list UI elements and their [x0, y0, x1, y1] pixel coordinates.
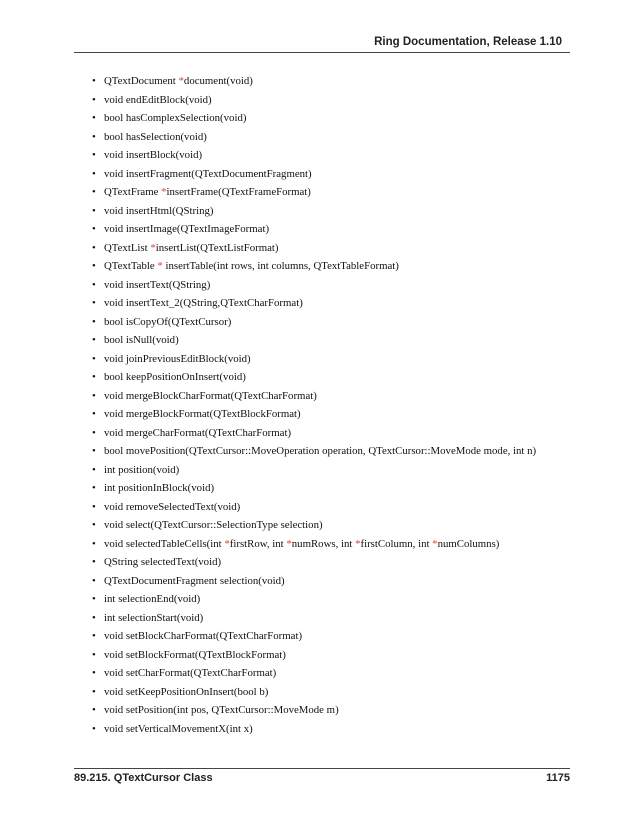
list-item — [92, 239, 562, 258]
pointer-star: * — [157, 260, 163, 272]
bullet-icon: • — [92, 278, 96, 291]
method-signature-text: void setCharFormat(QTextCharFormat) — [104, 667, 277, 679]
bullet-icon: • — [92, 352, 96, 365]
bullet-icon: • — [92, 112, 96, 124]
method-signature-text: void setBlockCharFormat(QTextCharFormat) — [104, 630, 303, 642]
bullet-icon: • — [92, 667, 96, 679]
list-item — [92, 331, 562, 350]
method-signature-text: void setPosition(int pos, QTextCursor::MoveMode m) — [104, 704, 339, 716]
bullet-icon: • — [92, 500, 96, 513]
bullet-icon: • — [92, 223, 96, 235]
bullet-icon: • — [92, 75, 96, 87]
method-list — [92, 72, 562, 738]
method-signature-text: numRows, int — [291, 537, 356, 550]
list-item — [92, 294, 562, 313]
list-item — [92, 720, 562, 739]
method-signature-text: insertList(QTextListFormat) — [155, 241, 279, 254]
method-signature-text: int position(void) — [104, 463, 180, 476]
bullet-icon: • — [92, 519, 96, 531]
bullet-icon: • — [92, 445, 96, 457]
method-signature-text: void removeSelectedText(void) — [104, 500, 241, 513]
bullet-icon: • — [92, 648, 96, 661]
list-item — [92, 202, 562, 221]
list-item — [92, 183, 562, 202]
method-signature-text: bool isCopyOf(QTextCursor) — [104, 315, 232, 328]
page-number: 1175 — [546, 772, 570, 784]
list-item — [92, 498, 562, 517]
method-signature-text: void setVerticalMovementX(int x) — [104, 722, 253, 735]
method-signature-text: QTextList — [104, 241, 151, 254]
bullet-icon: • — [92, 408, 96, 420]
bullet-icon: • — [92, 574, 96, 587]
list-item — [92, 165, 562, 184]
bullet-icon: • — [92, 334, 96, 346]
method-signature-text: void endEditBlock(void) — [104, 93, 212, 106]
method-signature-text: QString selectedText(void) — [104, 556, 222, 568]
list-item — [92, 387, 562, 406]
method-signature-text: QTextFrame — [104, 186, 162, 198]
pointer-star: * — [161, 186, 167, 198]
method-signature-text: bool keepPositionOnInsert(void) — [104, 371, 246, 383]
pointer-star: * — [432, 537, 438, 550]
footer-rule — [74, 768, 570, 769]
bullet-icon: • — [92, 611, 96, 624]
method-signature-text: void mergeCharFormat(QTextCharFormat) — [104, 426, 292, 439]
method-signature-text: firstColumn, int — [360, 537, 433, 550]
method-signature-text: firstRow, int — [229, 537, 287, 550]
list-item — [92, 313, 562, 332]
method-signature-text: void mergeBlockCharFormat(QTextCharFormat) — [104, 389, 317, 402]
method-signature-text: insertTable(int rows, int columns, QTextTableFormat) — [162, 260, 399, 272]
list-item — [92, 146, 562, 165]
bullet-icon: • — [92, 241, 96, 254]
bullet-icon: • — [92, 389, 96, 402]
header-rule — [74, 52, 570, 53]
bullet-icon: • — [92, 482, 96, 494]
bullet-icon: • — [92, 186, 96, 198]
pointer-star: * — [178, 75, 184, 87]
method-signature-text: void insertText(QString) — [104, 278, 211, 291]
list-item — [92, 128, 562, 147]
method-signature-text: QTextDocumentFragment selection(void) — [104, 574, 285, 587]
list-item — [92, 479, 562, 498]
method-signature-text: int selectionEnd(void) — [104, 593, 201, 605]
bullet-icon: • — [92, 426, 96, 439]
list-item — [92, 627, 562, 646]
bullet-icon: • — [92, 685, 96, 698]
method-signature-text: void setKeepPositionOnInsert(bool b) — [104, 685, 269, 698]
pointer-star: * — [355, 537, 361, 550]
pointer-star: * — [224, 537, 230, 550]
bullet-icon: • — [92, 204, 96, 217]
list-item — [92, 276, 562, 295]
list-item — [92, 535, 562, 554]
bullet-icon: • — [92, 93, 96, 106]
bullet-icon: • — [92, 315, 96, 328]
method-signature-text: bool hasComplexSelection(void) — [104, 112, 247, 124]
bullet-icon: • — [92, 537, 96, 550]
list-item — [92, 257, 562, 276]
method-signature-text: void mergeBlockFormat(QTextBlockFormat) — [104, 408, 301, 420]
method-signature-text: void selectedTableCells(int — [104, 537, 225, 550]
list-item — [92, 683, 562, 702]
footer-section-title: 89.215. QTextCursor Class — [74, 772, 213, 784]
method-signature-text: bool hasSelection(void) — [104, 130, 207, 143]
bullet-icon: • — [92, 371, 96, 383]
bullet-icon: • — [92, 593, 96, 605]
method-signature-text: void select(QTextCursor::SelectionType selection) — [104, 519, 323, 531]
method-signature-text: bool isNull(void) — [104, 334, 179, 346]
list-item — [92, 664, 562, 683]
list-item — [92, 91, 562, 110]
list-item — [92, 609, 562, 628]
list-item — [92, 590, 562, 609]
list-item — [92, 701, 562, 720]
list-item — [92, 109, 562, 128]
list-item — [92, 72, 562, 91]
method-signature-text: void joinPreviousEditBlock(void) — [104, 352, 251, 365]
method-signature-text: void setBlockFormat(QTextBlockFormat) — [104, 648, 286, 661]
bullet-icon: • — [92, 149, 96, 161]
method-signature-text: void insertHtml(QString) — [104, 204, 214, 217]
list-item — [92, 424, 562, 443]
method-signature-text: QTextDocument — [104, 75, 179, 87]
method-signature-text: int positionInBlock(void) — [104, 482, 215, 494]
bullet-icon: • — [92, 630, 96, 642]
method-signature-text: void insertBlock(void) — [104, 149, 203, 161]
method-signature-text: void insertFragment(QTextDocumentFragment) — [104, 167, 312, 180]
list-item — [92, 442, 562, 461]
bullet-icon: • — [92, 704, 96, 716]
pointer-star: * — [286, 537, 292, 550]
method-signature-text: insertFrame(QTextFrameFormat) — [166, 186, 311, 198]
bullet-icon: • — [92, 130, 96, 143]
method-signature-text: void insertImage(QTextImageFormat) — [104, 223, 270, 235]
list-item — [92, 572, 562, 591]
method-signature-text: numColumns) — [437, 537, 500, 550]
list-item — [92, 405, 562, 424]
method-signature-text: int selectionStart(void) — [104, 611, 204, 624]
bullet-icon: • — [92, 260, 96, 272]
method-signature-text: bool movePosition(QTextCursor::MoveOperation operation, QTextCursor::MoveMode mode, int n) — [104, 445, 537, 457]
list-item — [92, 220, 562, 239]
bullet-icon: • — [92, 463, 96, 476]
list-item — [92, 516, 562, 535]
page-header: Ring Documentation, Release 1.10 — [374, 36, 562, 48]
list-item — [92, 553, 562, 572]
list-item — [92, 350, 562, 369]
list-item — [92, 368, 562, 387]
list-item — [92, 646, 562, 665]
method-signature-text: QTextTable — [104, 260, 158, 272]
method-signature-text: document(void) — [183, 75, 253, 87]
bullet-icon: • — [92, 722, 96, 735]
bullet-icon: • — [92, 167, 96, 180]
bullet-icon: • — [92, 556, 96, 568]
method-signature-text: void insertText_2(QString,QTextCharFormat) — [104, 297, 303, 309]
pointer-star: * — [150, 241, 156, 254]
list-item — [92, 461, 562, 480]
bullet-icon: • — [92, 297, 96, 309]
